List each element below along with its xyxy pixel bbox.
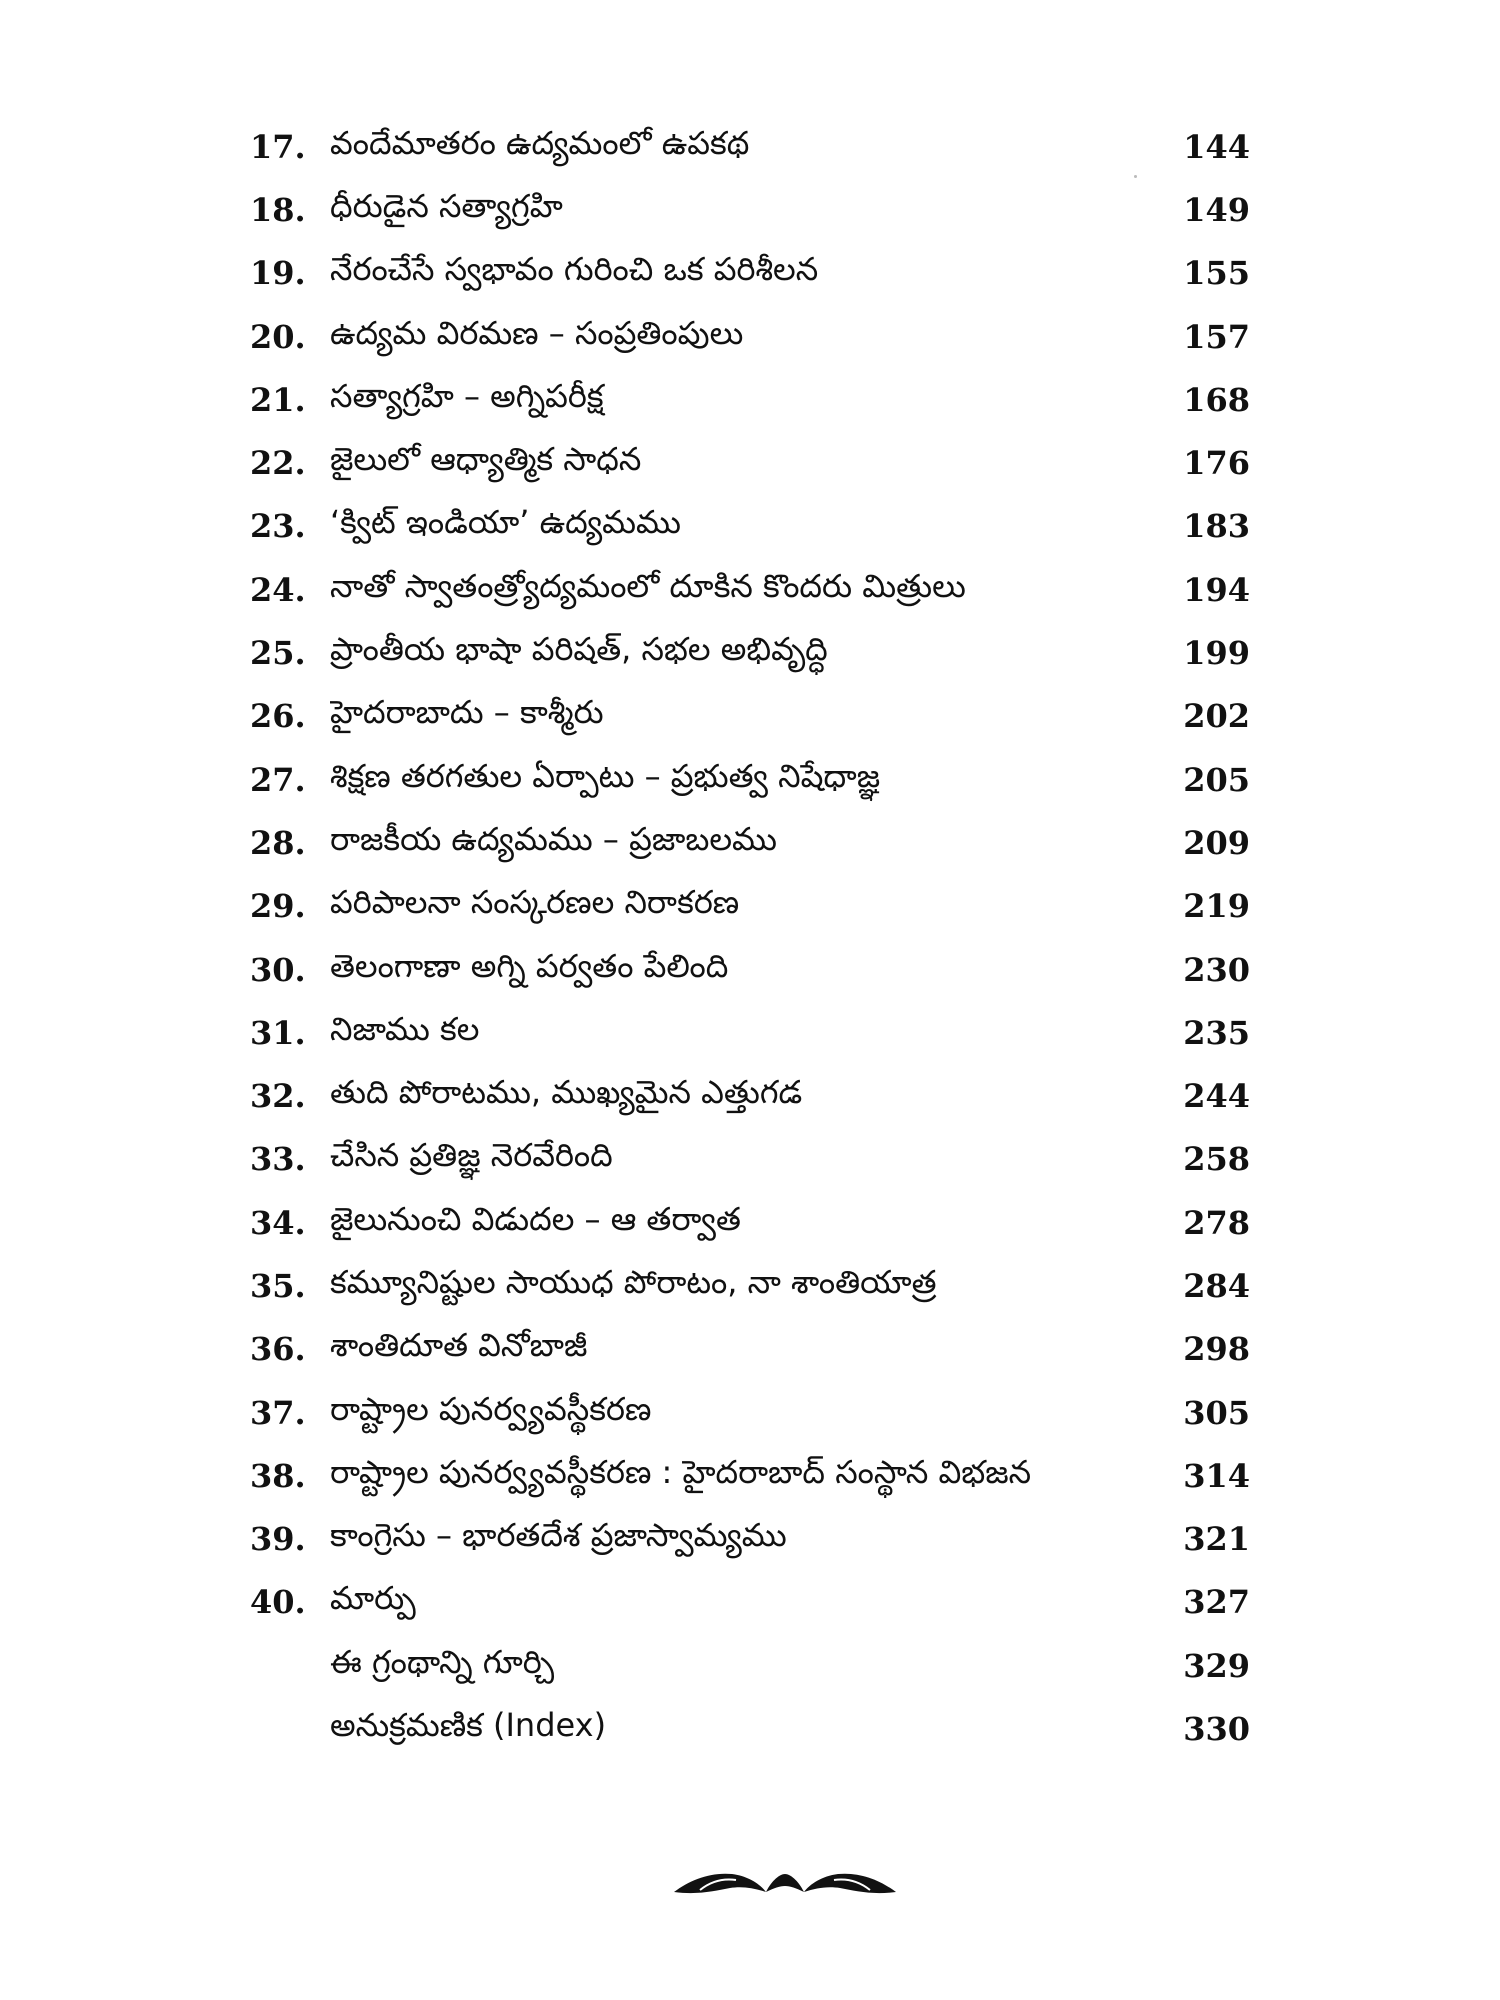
- toc-entry: [250, 1001, 1250, 1064]
- chapter-title: చేసిన ప్రతిజ్ఞ నెరవేరింది: [330, 1136, 613, 1175]
- chapter-number: 27.: [250, 760, 306, 799]
- toc-entry: [250, 368, 1250, 431]
- chapter-number: 40.: [250, 1583, 306, 1622]
- page-number: 157: [1183, 317, 1250, 356]
- chapter-number: 21.: [250, 380, 306, 419]
- chapter-title: తెలంగాణా అగ్ని పర్వతం పేలింది: [330, 946, 729, 985]
- chapter-title: శిక్షణ తరగతుల ఏర్పాటు – ప్రభుత్వ నిషేధాజ్ఞ: [330, 756, 881, 795]
- toc-entry: [250, 495, 1250, 558]
- ornamental-tailpiece-icon: [670, 1862, 900, 1902]
- toc-entry: [250, 178, 1250, 241]
- toc-entry: [250, 558, 1250, 621]
- toc-entry: [250, 1318, 1250, 1381]
- chapter-title: శాంతిదూత వినోబాజీ: [330, 1326, 588, 1365]
- toc-entry: [250, 1191, 1250, 1254]
- chapter-title: మార్పు: [330, 1579, 416, 1618]
- page-number: 321: [1183, 1520, 1250, 1559]
- page-number: 199: [1183, 634, 1250, 673]
- page-number: 235: [1183, 1013, 1250, 1052]
- chapter-title: వందేమాతరం ఉద్యమంలో ఉపకథ: [330, 123, 750, 162]
- page-number: 155: [1183, 254, 1250, 293]
- chapter-title: ఈ గ్రంథాన్ని గూర్చి: [330, 1642, 555, 1681]
- chapter-number: 22.: [250, 444, 306, 483]
- chapter-number: 28.: [250, 823, 306, 862]
- page-number: 327: [1183, 1583, 1250, 1622]
- chapter-number: 17.: [250, 127, 306, 166]
- toc-entry: [250, 242, 1250, 305]
- chapter-title: రాష్ట్రాల పునర్వ్యవస్థీకరణ : హైదరాబాద్ సంస్థాన విభజన: [330, 1452, 1032, 1491]
- page-number: 176: [1183, 444, 1250, 483]
- toc-entry: [250, 305, 1250, 368]
- chapter-number: 26.: [250, 697, 306, 736]
- chapter-number: 23.: [250, 507, 306, 546]
- page-number: 329: [1183, 1646, 1250, 1685]
- chapter-number: 38.: [250, 1456, 306, 1495]
- table-of-contents: [250, 115, 1250, 1761]
- toc-entry: [250, 1254, 1250, 1317]
- page-number: 144: [1183, 127, 1250, 166]
- chapter-number: 29.: [250, 887, 306, 926]
- toc-entry: [250, 938, 1250, 1001]
- chapter-number: 20.: [250, 317, 306, 356]
- chapter-title: ప్రాంతీయ భాషా పరిషత్, సభల అభివృద్ధి: [330, 630, 828, 669]
- chapter-title: కాంగ్రెసు – భారతదేశ ప్రజాస్వామ్యము: [330, 1516, 787, 1555]
- toc-entry: [250, 1381, 1250, 1444]
- page-number: 149: [1183, 190, 1250, 229]
- chapter-title: తుది పోరాటము, ముఖ్యమైన ఎత్తుగడ: [330, 1073, 803, 1112]
- chapter-title: ధీరుడైన సత్యాగ్రహి: [330, 186, 563, 225]
- toc-entry: [250, 748, 1250, 811]
- toc-entry: [250, 431, 1250, 494]
- toc-entry: [250, 115, 1250, 178]
- chapter-title: జైలునుంచి విడుదల – ఆ తర్వాత: [330, 1199, 741, 1238]
- chapter-title: నేరంచేసే స్వభావం గురించి ఒక పరిశీలన: [330, 250, 819, 289]
- page-number: 168: [1183, 380, 1250, 419]
- chapter-number: 31.: [250, 1013, 306, 1052]
- chapter-title: రాష్ట్రాల పునర్వ్యవస్థీకరణ: [330, 1389, 652, 1428]
- chapter-number: 36.: [250, 1330, 306, 1369]
- chapter-title: కమ్యూనిష్టుల సాయుధ పోరాటం, నా శాంతియాత్ర: [330, 1262, 937, 1301]
- chapter-number: 33.: [250, 1140, 306, 1179]
- page-number: 258: [1183, 1140, 1250, 1179]
- chapter-title: రాజకీయ ఉద్యమము – ప్రజాబలము: [330, 819, 777, 858]
- page-number: 278: [1183, 1203, 1250, 1242]
- chapter-title: పరిపాలనా సంస్కరణల నిరాకరణ: [330, 883, 740, 922]
- chapter-title: నిజాము కల: [330, 1009, 480, 1048]
- chapter-number: 32.: [250, 1077, 306, 1116]
- chapter-title: నాతో స్వాతంత్ర్యోద్యమంలో దూకిన కొందరు మిత్రులు: [330, 566, 966, 605]
- page-number: 219: [1183, 887, 1250, 926]
- toc-entry: [250, 875, 1250, 938]
- toc-entry: [250, 621, 1250, 684]
- toc-entry: [250, 1571, 1250, 1634]
- chapter-title: సత్యాగ్రహి – అగ్నిపరీక్ష: [330, 376, 604, 415]
- chapter-number: 24.: [250, 570, 306, 609]
- chapter-title: అనుక్రమణిక (Index): [330, 1706, 607, 1745]
- toc-entry: [250, 1128, 1250, 1191]
- page-number: 194: [1183, 570, 1250, 609]
- toc-entry: [250, 1634, 1250, 1697]
- toc-entry: [250, 1508, 1250, 1571]
- page-number: 330: [1183, 1710, 1250, 1749]
- chapter-title: ‘క్విట్ ఇండియా’ ఉద్యమము: [330, 503, 681, 542]
- chapter-title: జైలులో ఆధ్యాత్మిక సాధన: [330, 440, 642, 479]
- chapter-number: 18.: [250, 190, 306, 229]
- page-number: 284: [1183, 1266, 1250, 1305]
- toc-entry: [250, 1064, 1250, 1127]
- page-number: 244: [1183, 1077, 1250, 1116]
- toc-entry: [250, 811, 1250, 874]
- chapter-number: 25.: [250, 634, 306, 673]
- page-number: 305: [1183, 1393, 1250, 1432]
- toc-entry: [250, 1697, 1250, 1760]
- chapter-number: 30.: [250, 950, 306, 989]
- page-number: 314: [1183, 1456, 1250, 1495]
- chapter-title: హైదరాబాదు – కాశ్మీరు: [330, 693, 604, 732]
- chapter-title: ఉద్యమ విరమణ – సంప్రతింపులు: [330, 313, 744, 352]
- chapter-number: 37.: [250, 1393, 306, 1432]
- page-number: 230: [1183, 950, 1250, 989]
- chapter-number: 39.: [250, 1520, 306, 1559]
- page-number: 205: [1183, 760, 1250, 799]
- toc-entry: [250, 1444, 1250, 1507]
- page-number: 202: [1183, 697, 1250, 736]
- chapter-number: 35.: [250, 1266, 306, 1305]
- page-number: 298: [1183, 1330, 1250, 1369]
- chapter-number: 19.: [250, 254, 306, 293]
- page-number: 209: [1183, 823, 1250, 862]
- page-number: 183: [1183, 507, 1250, 546]
- chapter-number: 34.: [250, 1203, 306, 1242]
- toc-entry: [250, 685, 1250, 748]
